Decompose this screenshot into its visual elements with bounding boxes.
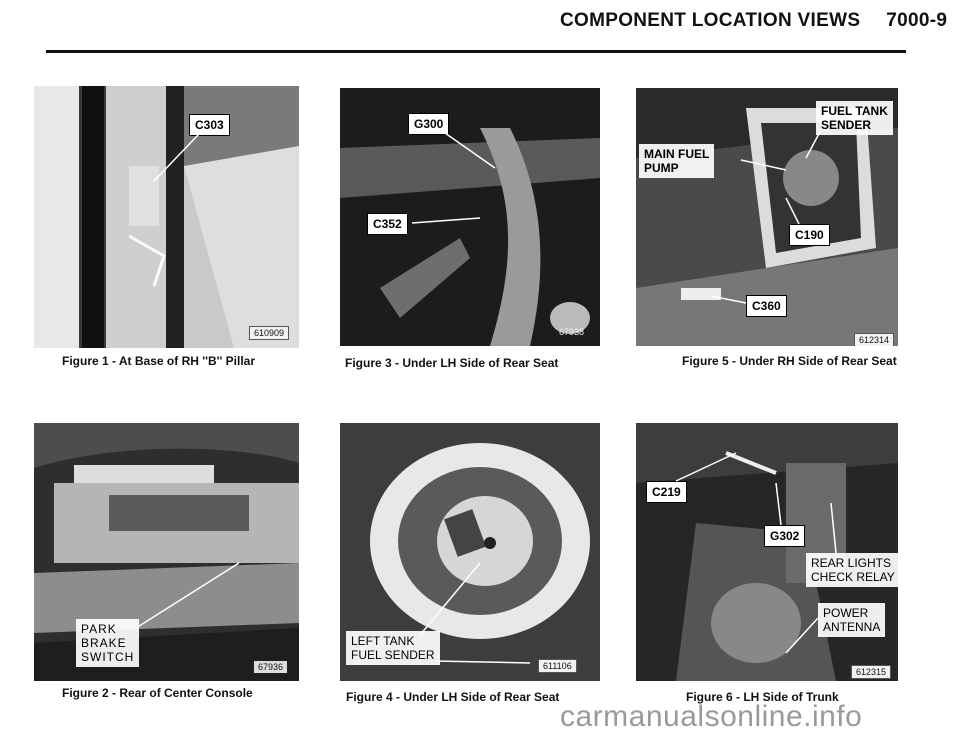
figure-3-caption: Figure 3 - Under LH Side of Rear Seat <box>345 356 559 370</box>
photo-6-image <box>636 423 898 681</box>
page-header <box>560 10 947 32</box>
photo-1-image <box>34 86 299 348</box>
figure-1-caption: Figure 1 - At Base of RH ''B'' Pillar <box>62 354 256 368</box>
label-main-fuel-pump: MAIN FUEL PUMP <box>639 144 714 178</box>
label-fuel-tank-sender: FUEL TANK SENDER <box>816 101 893 135</box>
page-number: 7000-9 <box>886 10 948 31</box>
figure-code: 67938 <box>559 327 585 337</box>
label-c190: C190 <box>789 224 830 246</box>
photo-2-image <box>34 423 299 681</box>
figure-code: 612315 <box>851 665 891 679</box>
figure-5-photo <box>636 88 898 346</box>
figure-code: 611106 <box>538 659 577 673</box>
figure-code: 610909 <box>249 326 289 340</box>
label-rear-lights-check-relay: REAR LIGHTS CHECK RELAY <box>806 553 898 587</box>
figure-6-caption: Figure 6 - LH Side of Trunk <box>686 690 839 704</box>
label-c219: C219 <box>646 481 687 503</box>
watermark: carmanualsonline.info <box>560 700 863 733</box>
figure-2-caption: Figure 2 - Rear of Center Console <box>62 686 253 700</box>
label-power-antenna: POWER ANTENNA <box>818 603 885 637</box>
figure-1-photo <box>34 86 299 348</box>
label-g302: G302 <box>764 525 805 547</box>
figure-5-caption: Figure 5 - Under RH Side of Rear Seat <box>682 354 897 368</box>
figure-code: 612314 <box>854 333 894 346</box>
figure-3-photo <box>340 88 600 346</box>
label-park-brake-switch: PARK BRAKE SWITCH <box>76 619 139 667</box>
label-g300: G300 <box>408 113 449 135</box>
header-rule <box>46 50 906 53</box>
label-c352: C352 <box>367 213 408 235</box>
label-left-tank-fuel-sender: LEFT TANK FUEL SENDER <box>346 631 440 665</box>
figure-4-caption: Figure 4 - Under LH Side of Rear Seat <box>346 690 560 704</box>
label-c360: C360 <box>746 295 787 317</box>
label-c303: C303 <box>189 114 230 136</box>
figure-4-photo <box>340 423 600 681</box>
figure-6-photo <box>636 423 898 681</box>
figure-code: 67936 <box>254 661 287 673</box>
section-title: COMPONENT LOCATION VIEWS <box>560 10 861 31</box>
figure-2-photo <box>34 423 299 681</box>
